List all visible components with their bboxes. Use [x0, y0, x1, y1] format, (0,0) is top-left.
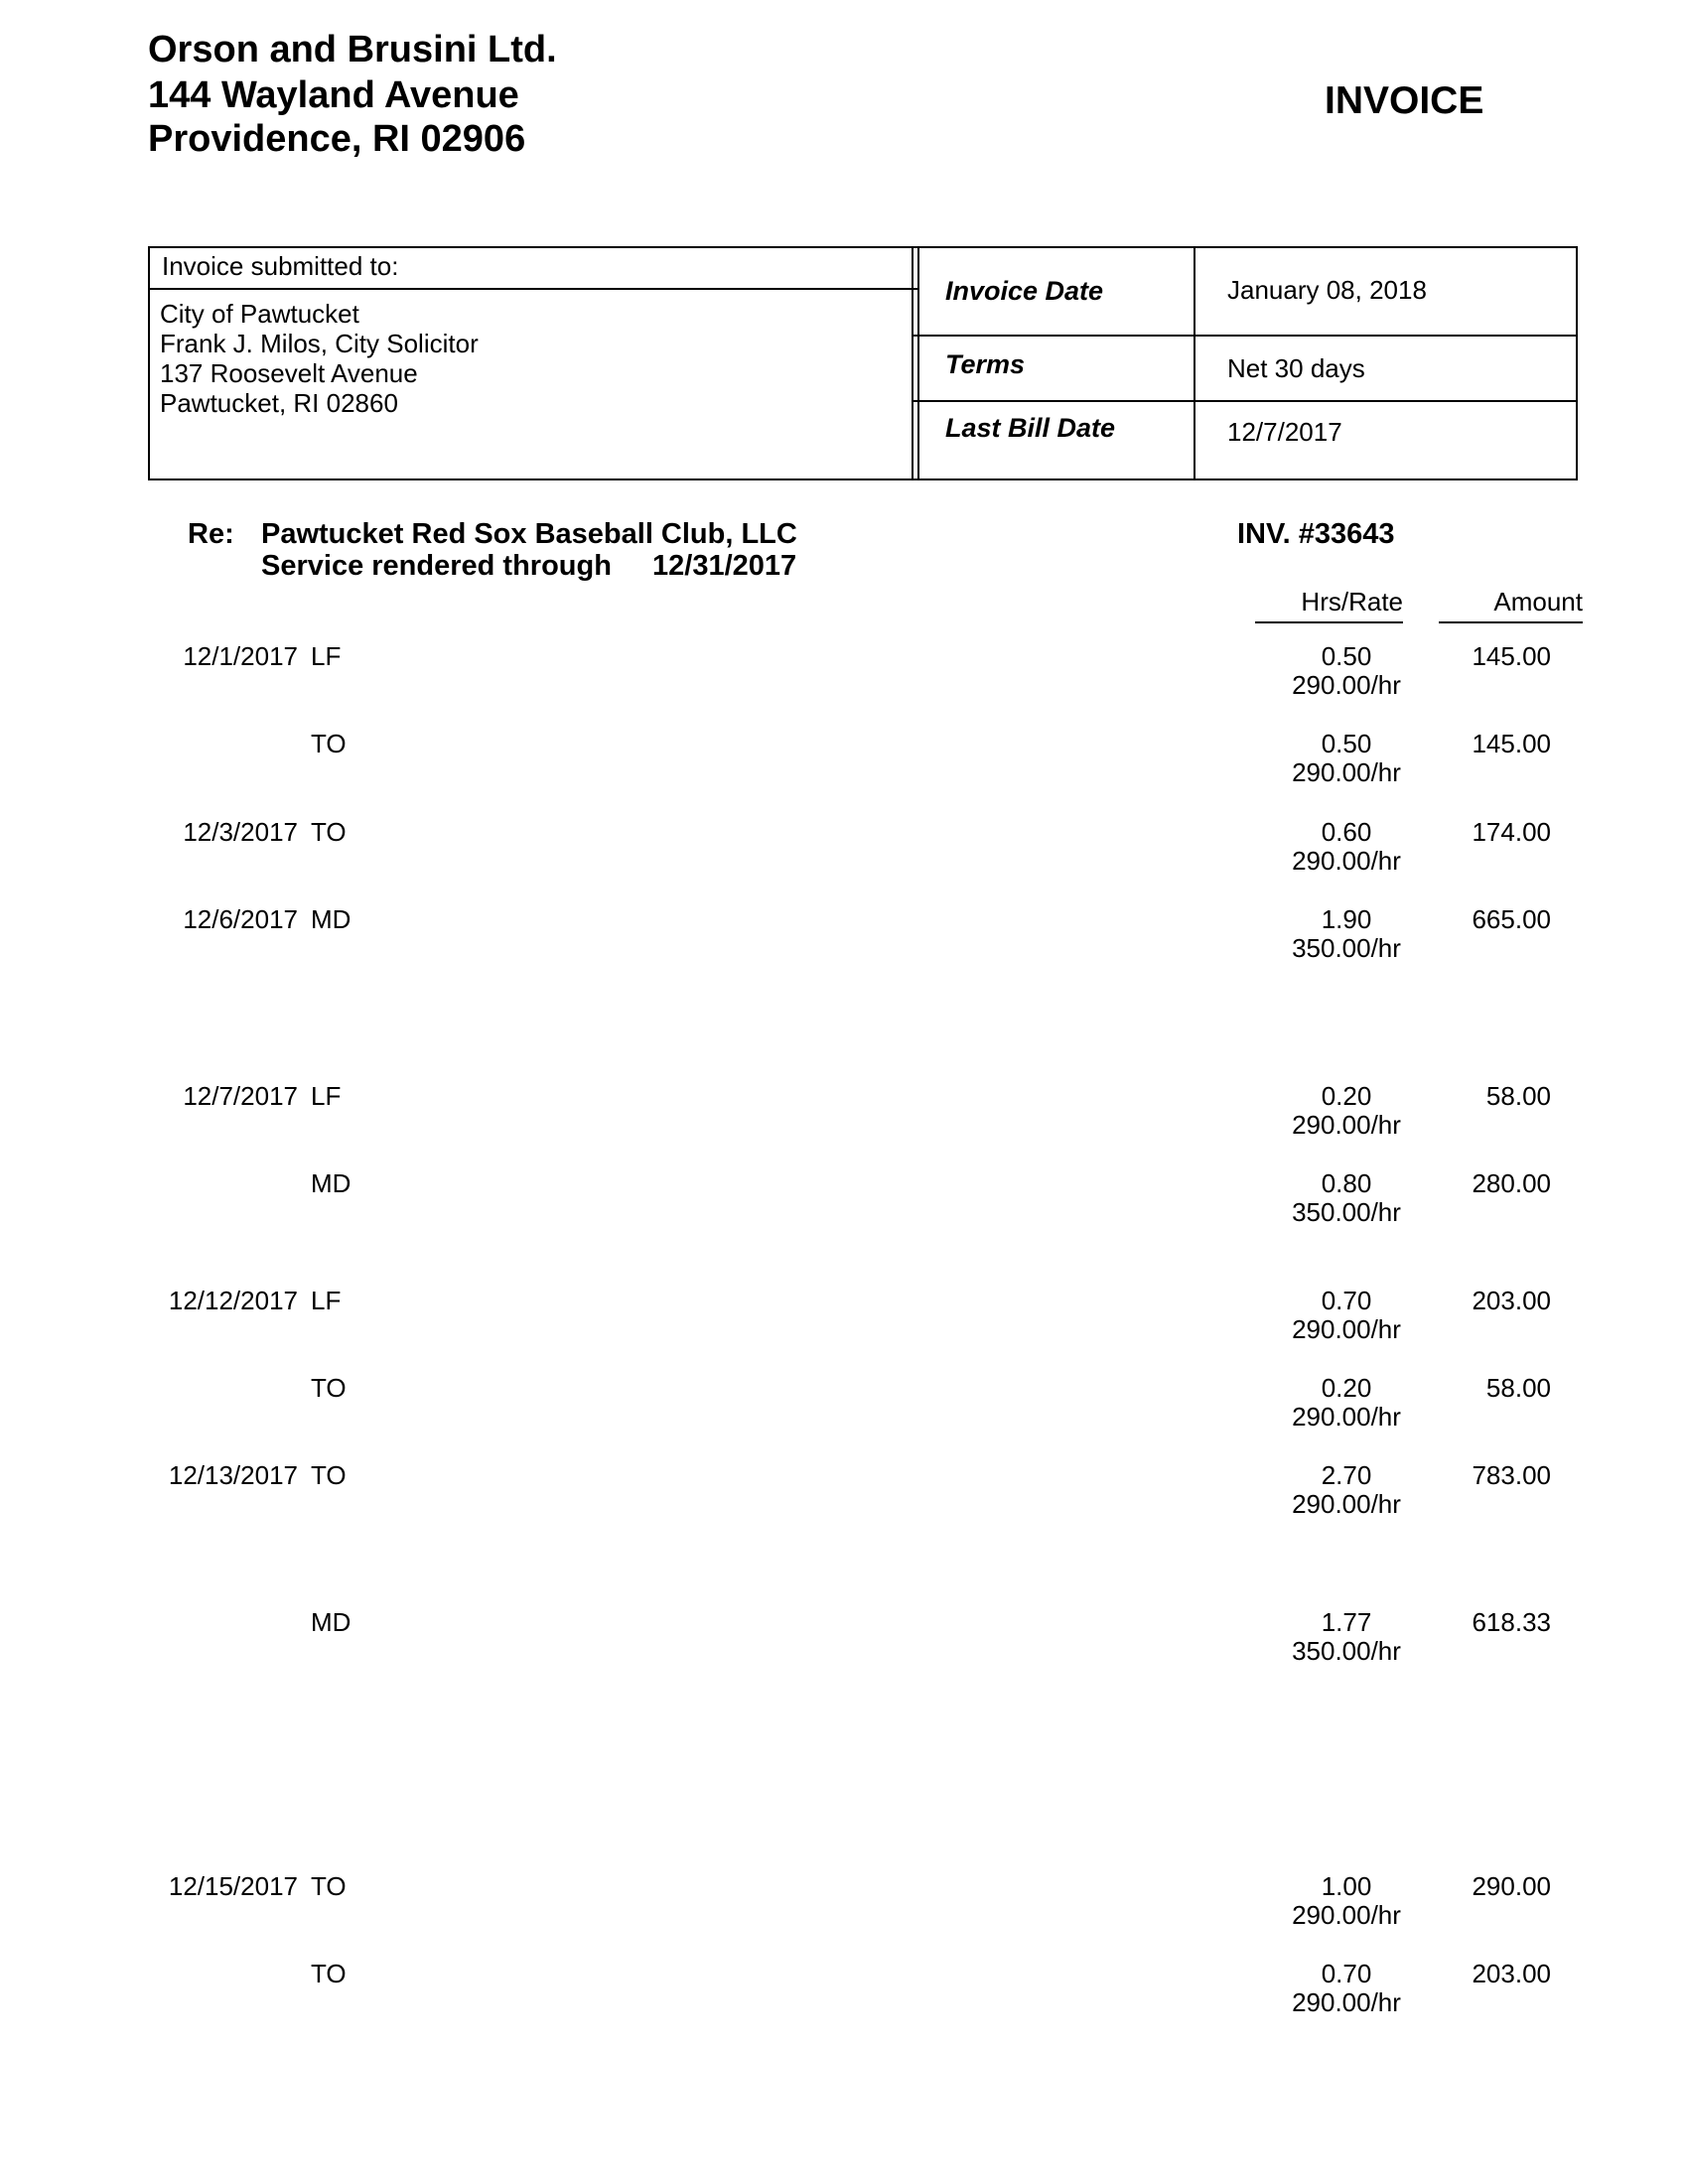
firm-street: 144 Wayland Avenue [148, 74, 519, 116]
time-entry-row [0, 1374, 1686, 1453]
entry-hours: 0.70 [1321, 1959, 1372, 1988]
entry-amount: 145.00 [1472, 729, 1551, 758]
firm-city: Providence, RI 02906 [148, 118, 526, 160]
meta-column-divider [1194, 246, 1195, 480]
entry-rate: 290.00/hr [1292, 757, 1401, 787]
entry-date: 12/15/2017 [168, 1871, 298, 1901]
amount-underline [1439, 621, 1583, 623]
entry-timekeeper-code: TO [311, 817, 347, 847]
entry-hours: 0.50 [1321, 729, 1372, 758]
entry-hours: 1.90 [1321, 904, 1372, 934]
time-entry-row [0, 1169, 1686, 1249]
time-entry-row [0, 818, 1686, 897]
entry-date: 12/3/2017 [183, 817, 298, 847]
entry-hours: 0.70 [1321, 1286, 1372, 1315]
entry-timekeeper-code: LF [311, 1081, 342, 1111]
entry-hours: 2.70 [1321, 1460, 1372, 1490]
invoice-date-value: January 08, 2018 [1227, 275, 1427, 305]
entry-timekeeper-code: TO [311, 729, 347, 758]
meta-row-divider [912, 400, 1578, 402]
entry-timekeeper-code: MD [311, 904, 351, 934]
entry-date: 12/12/2017 [168, 1286, 298, 1315]
client-name: Pawtucket Red Sox Baseball Club, LLC [261, 518, 797, 550]
entry-rate: 290.00/hr [1292, 670, 1401, 700]
time-entry-row [0, 642, 1686, 722]
entry-hours: 1.00 [1321, 1871, 1372, 1901]
recipient-line: Pawtucket, RI 02860 [160, 388, 398, 418]
entry-amount: 203.00 [1472, 1959, 1551, 1988]
meta-row-divider [912, 335, 1578, 337]
entry-amount: 783.00 [1472, 1460, 1551, 1490]
terms-value: Net 30 days [1227, 353, 1365, 383]
entry-rate: 350.00/hr [1292, 933, 1401, 963]
time-entry-row [0, 1608, 1686, 1688]
entry-hours: 0.20 [1321, 1081, 1372, 1111]
invoice-date-label: Invoice Date [945, 276, 1104, 306]
entry-amount: 58.00 [1485, 1373, 1551, 1403]
invoice-number: INV. #33643 [1237, 518, 1395, 550]
document-title: INVOICE [1325, 79, 1484, 122]
time-entry-row [0, 1960, 1686, 2039]
re-prefix: Re: [188, 518, 234, 550]
time-entry-row [0, 730, 1686, 809]
last-bill-date-label: Last Bill Date [945, 413, 1116, 443]
entry-timekeeper-code: LF [311, 641, 342, 671]
time-entry-row [0, 1461, 1686, 1541]
entry-amount: 174.00 [1472, 817, 1551, 847]
recipient-line: Frank J. Milos, City Solicitor [160, 329, 479, 358]
submitted-to-divider [148, 288, 919, 290]
entry-amount: 280.00 [1472, 1168, 1551, 1198]
entry-timekeeper-code: TO [311, 1373, 347, 1403]
entry-hours: 0.80 [1321, 1168, 1372, 1198]
entry-amount: 203.00 [1472, 1286, 1551, 1315]
service-label: Service rendered through [261, 550, 612, 582]
entry-date: 12/7/2017 [183, 1081, 298, 1111]
entry-amount: 665.00 [1472, 904, 1551, 934]
hrs-rate-header: Hrs/Rate [1301, 587, 1403, 616]
amount-header: Amount [1493, 587, 1583, 616]
entry-timekeeper-code: TO [311, 1460, 347, 1490]
entry-hours: 1.77 [1321, 1607, 1372, 1637]
entry-rate: 290.00/hr [1292, 1110, 1401, 1140]
time-entry-row [0, 1287, 1686, 1366]
entry-amount: 618.33 [1472, 1607, 1551, 1637]
entry-rate: 290.00/hr [1292, 1402, 1401, 1432]
entry-timekeeper-code: MD [311, 1168, 351, 1198]
submitted-to-label: Invoice submitted to: [162, 251, 399, 281]
recipient-line: 137 Roosevelt Avenue [160, 358, 418, 388]
entry-hours: 0.50 [1321, 641, 1372, 671]
entry-timekeeper-code: TO [311, 1959, 347, 1988]
entry-hours: 0.20 [1321, 1373, 1372, 1403]
entry-rate: 290.00/hr [1292, 846, 1401, 876]
entry-rate: 290.00/hr [1292, 1987, 1401, 2017]
entry-date: 12/1/2017 [183, 641, 298, 671]
firm-name: Orson and Brusini Ltd. [148, 29, 557, 70]
last-bill-date-value: 12/7/2017 [1227, 417, 1342, 447]
entry-amount: 58.00 [1485, 1081, 1551, 1111]
time-entry-row [0, 1872, 1686, 1952]
entry-amount: 290.00 [1472, 1871, 1551, 1901]
entry-date: 12/13/2017 [168, 1460, 298, 1490]
entry-rate: 290.00/hr [1292, 1900, 1401, 1930]
time-entry-row [0, 905, 1686, 985]
entry-rate: 350.00/hr [1292, 1197, 1401, 1227]
entry-date: 12/6/2017 [183, 904, 298, 934]
entry-timekeeper-code: TO [311, 1871, 347, 1901]
entry-timekeeper-code: LF [311, 1286, 342, 1315]
terms-label: Terms [945, 349, 1026, 379]
entry-rate: 290.00/hr [1292, 1314, 1401, 1344]
recipient-line: City of Pawtucket [160, 299, 359, 329]
entry-amount: 145.00 [1472, 641, 1551, 671]
time-entry-row [0, 1082, 1686, 1161]
entry-hours: 0.60 [1321, 817, 1372, 847]
hrs-rate-underline [1255, 621, 1403, 623]
service-date: 12/31/2017 [652, 550, 797, 582]
entry-timekeeper-code: MD [311, 1607, 351, 1637]
entry-rate: 290.00/hr [1292, 1489, 1401, 1519]
entry-rate: 350.00/hr [1292, 1636, 1401, 1666]
